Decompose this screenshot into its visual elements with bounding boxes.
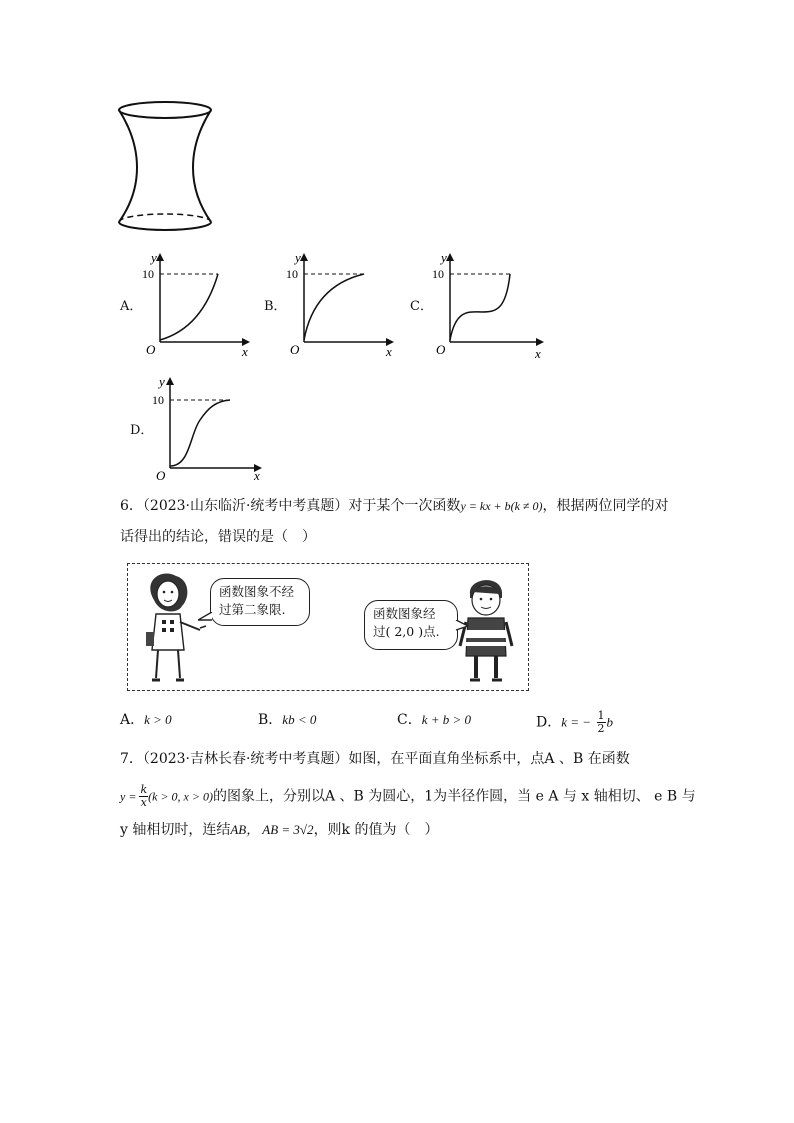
y-axis-label: y <box>159 374 165 389</box>
q6-line1 <box>120 496 669 516</box>
y-axis-label: y <box>441 250 447 265</box>
graph-a <box>140 250 260 360</box>
x-axis-label: x <box>386 344 392 359</box>
graph-c <box>430 250 555 362</box>
option-b-label: B． <box>264 299 287 314</box>
boy-bubble-tail <box>454 620 468 632</box>
q6-text: 6．（2023·山东临沂·统考中考真题）对于某个一次函数 <box>120 498 461 514</box>
q6-option-a: A．k > 0 <box>120 712 172 728</box>
level-label: 10 <box>142 267 154 281</box>
hyperboloid-figure <box>115 98 215 238</box>
x-axis-label: x <box>254 468 260 483</box>
graph-b <box>284 250 404 360</box>
q6-line2: 话得出的结论，错误的是（ ） <box>120 529 316 545</box>
girl-bubble-tail <box>198 612 214 624</box>
boy-speech-bubble <box>364 600 458 650</box>
origin-label: O <box>290 342 300 357</box>
origin-label: O <box>146 342 156 357</box>
q7-line2: y = $\frac{k}{x}$ (k > 0, x > 0)的图象上，分别以A 、B 为圆心，1为半径作圆，当 e A 与 x 轴相切、 e B 与 <box>120 783 696 809</box>
girl-illustration <box>138 570 208 688</box>
origin-label: O <box>436 342 446 357</box>
q7-line1: 7．（2023·吉林长春·统考中考真题）如图，在平面直角坐标系中，点A 、B 在函数 <box>120 751 630 767</box>
option-a-label: A． <box>120 299 143 314</box>
fraction-half: $\frac{1}{2}$ <box>597 709 605 735</box>
q6-text-suffix: ，根据两位同学的对 <box>542 498 669 514</box>
level-label: 10 <box>152 393 164 407</box>
level-label: 10 <box>286 267 298 281</box>
girl-speech-bubble <box>210 578 310 626</box>
x-axis-label: x <box>242 344 248 359</box>
y-axis-label: y <box>295 250 301 265</box>
x-axis-label: x <box>535 346 541 361</box>
fraction-k-over-x: $\frac{k}{x}$ <box>140 783 148 809</box>
q7-line3: y 轴相切时，连结AB， AB = 3√2，则k 的值为（ ） <box>120 822 439 838</box>
q6-option-b: B．kb < 0 <box>258 712 317 728</box>
origin-label: O <box>156 468 166 483</box>
girl-bubble-line2: 过第二象限. <box>219 602 286 617</box>
girl-bubble-line1: 函数图象不经 <box>219 584 295 599</box>
option-d-label: D． <box>130 423 154 438</box>
q6-function: y = kx + b(k ≠ 0) <box>460 499 543 513</box>
y-axis-label: y <box>151 250 157 265</box>
boy-bubble-line2: 过( 2,0 )点. <box>373 624 440 639</box>
q6-option-d: D．k = − $\frac{1}{2}$ b <box>536 709 614 735</box>
graph-d <box>150 374 270 486</box>
level-label: 10 <box>432 267 444 281</box>
boy-bubble-line1: 函数图象经 <box>373 606 436 621</box>
q6-option-c: C．k + b > 0 <box>397 712 472 728</box>
option-c-label: C． <box>410 299 433 314</box>
